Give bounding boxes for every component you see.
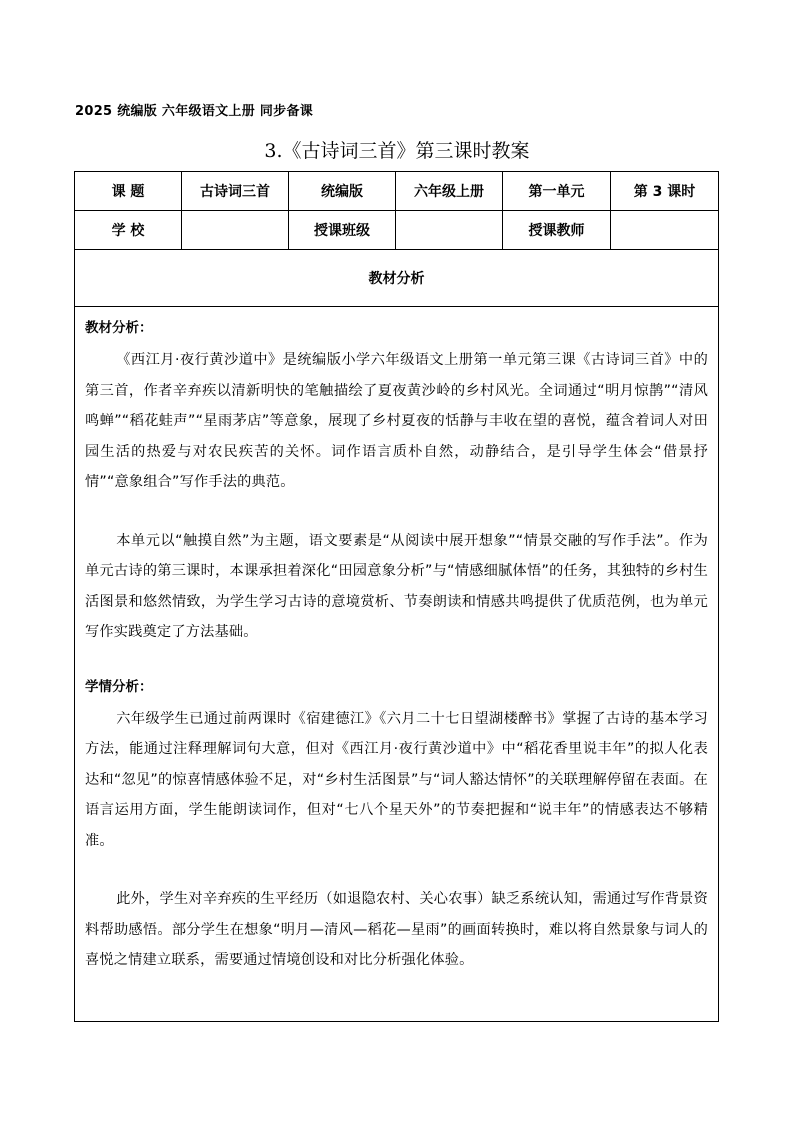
edition-value: 统编版 [289, 172, 396, 211]
class-label: 授课班级 [289, 211, 396, 250]
analysis-row [75, 307, 719, 1022]
grade-value: 六年级上册 [396, 172, 503, 211]
class-value[interactable] [396, 211, 503, 250]
info-row-topic [75, 172, 719, 211]
teacher-value[interactable] [611, 211, 719, 250]
topic-label: 课 题 [75, 172, 182, 211]
teacher-label: 授课教师 [503, 211, 611, 250]
material-paragraph-2: 本单元以“触摸自然”为主题，语文要素是“从阅读中展开想象”“情景交融的写作手法”。作为单元古诗的第三课时，本课承担着深化“田园意象分析”与“情感细腻体悟”的任务，其独特的乡村生活图景和悠然情致，为学生学习古诗的意境赏析、节奏朗读和情感共鸣提供了优质范例，也为单元写作实践奠定了方法基础。 [85, 532, 708, 640]
student-analysis-heading: 学情分析： [85, 678, 153, 695]
material-paragraph-1: 《西江月·夜行黄沙道中》是统编版小学六年级语文上册第一单元第三课《古诗词三首》中的第三首，作者辛弃疾以清新明快的笔触描绘了夏夜黄沙岭的乡村风光。全词通过“明月惊鹊”“清风鸣蝉”“稻花蛙声”“星雨茅店”等意象，展现了乡村夏夜的恬静与丰收在望的喜悦，蕴含着词人对田园生活的热爱与对农民疾苦的关怀。词作语言质朴自然，动静结合，是引导学生体会“借景抒情”“意象组合”写作手法的典范。 [85, 352, 708, 490]
analysis-content [75, 307, 719, 1022]
page-title: 3.《古诗词三首》第三课时教案 [264, 140, 530, 162]
header-line: 2025 统编版 六年级语文上册 同步备课 [75, 104, 314, 119]
school-value[interactable] [182, 211, 289, 250]
school-label: 学 校 [75, 211, 182, 250]
lesson-value: 第 3 课时 [611, 172, 719, 211]
lesson-plan-table [74, 171, 719, 1022]
student-paragraph-2: 此外，学生对辛弃疾的生平经历（如退隐农村、关心农事）缺乏系统认知，需通过写作背景资料帮助感悟。部分学生在想象“明月—清风—稻花—星雨”的画面转换时，难以将自然景象与词人的喜悦之情建立联系，需要通过情境创设和对比分析强化体验。 [85, 891, 708, 968]
material-analysis-heading: 教材分析： [85, 320, 153, 336]
section-title-row [75, 250, 719, 307]
student-paragraph-1: 六年级学生已通过前两课时《宿建德江》《六月二十七日望湖楼醉书》掌握了古诗的基本学习方法，能通过注释理解词句大意，但对《西江月·夜行黄沙道中》中“稻花香里说丰年”的拟人化表达和“忽见”的惊喜情感体验不足，对“乡村生活图景”与“词人豁达情怀”的关联理解停留在表面。在语言运用方面，学生能朗读词作，但对“七八个星天外”的节奏把握和“说丰年”的情感表达不够精准。 [85, 710, 709, 849]
unit-value: 第一单元 [503, 172, 611, 211]
topic-value: 古诗词三首 [182, 172, 289, 211]
info-row-school [75, 211, 719, 250]
section-title: 教材分析 [75, 250, 719, 307]
